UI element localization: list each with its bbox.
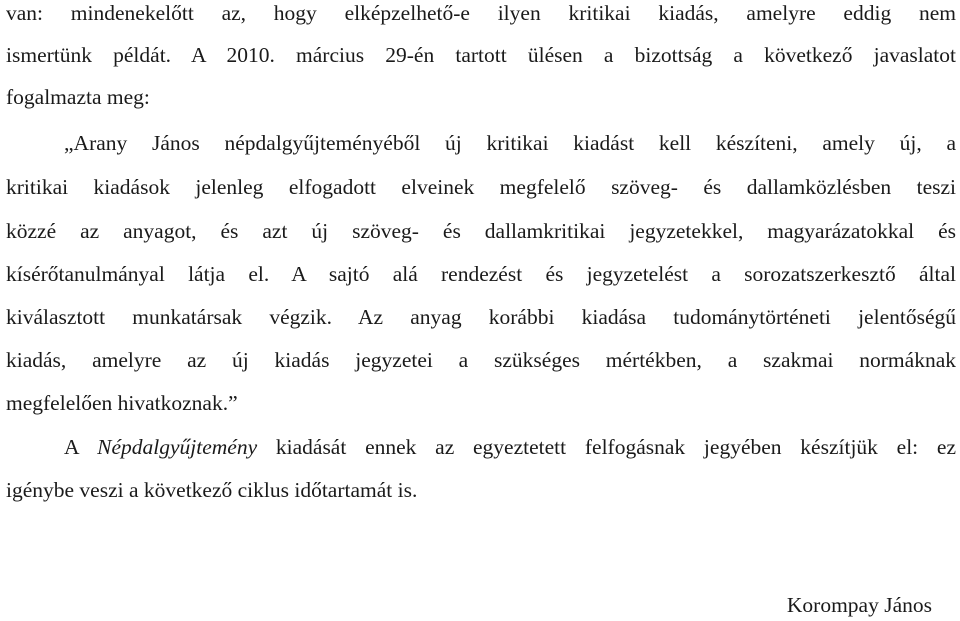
quote-text-line: kiválasztott munkatársak végzik. Az anyag korábbi kiadása tudománytörténeti jelentőségű [6, 305, 956, 329]
body-text-line: igénybe veszi a következő ciklus időtartamát is. [6, 478, 418, 502]
signature: Korompay János [786, 593, 932, 617]
quote-text-line: közzé az anyagot, és azt új szöveg- és dallamkritikai jegyzetekkel, magyarázatokkal és [6, 219, 956, 243]
quote-text-line: megfelelően hivatkoznak.” [6, 391, 238, 415]
text-prefix: A [64, 435, 98, 459]
text-rest: kiadását ennek az egyeztetett felfogásnak jegyében készítjük el: ez [257, 435, 957, 459]
quote-text-line: „Arany János népdalgyűjteményéből új kritikai kiadást kell készíteni, amely új, a [64, 131, 956, 155]
body-text-line [64, 432, 956, 462]
document-page [6, 0, 956, 621]
body-text-line: fogalmazta meg: [6, 85, 150, 109]
quote-text-line: kritikai kiadások jelenleg elfogadott elveinek megfelelő szöveg- és dallamközlésben teszi [6, 175, 956, 199]
quote-text-line: kísérőtanulmányal látja el. A sajtó alá rendezést és jegyzetelést a sorozatszerkesztő által [6, 262, 956, 286]
body-text-line: ismertünk példát. A 2010. március 29-én tartott ülésen a bizottság a következő javaslatot [6, 43, 956, 67]
body-text-line: van: mindenekelőtt az, hogy elképzelhető-e ilyen kritikai kiadás, amelyre eddig nem [6, 1, 956, 25]
quote-text-line: kiadás, amelyre az új kiadás jegyzetei a szükséges mértékben, a szakmai normáknak [6, 348, 956, 372]
work-title: Népdalgyűjtemény [97, 435, 258, 459]
